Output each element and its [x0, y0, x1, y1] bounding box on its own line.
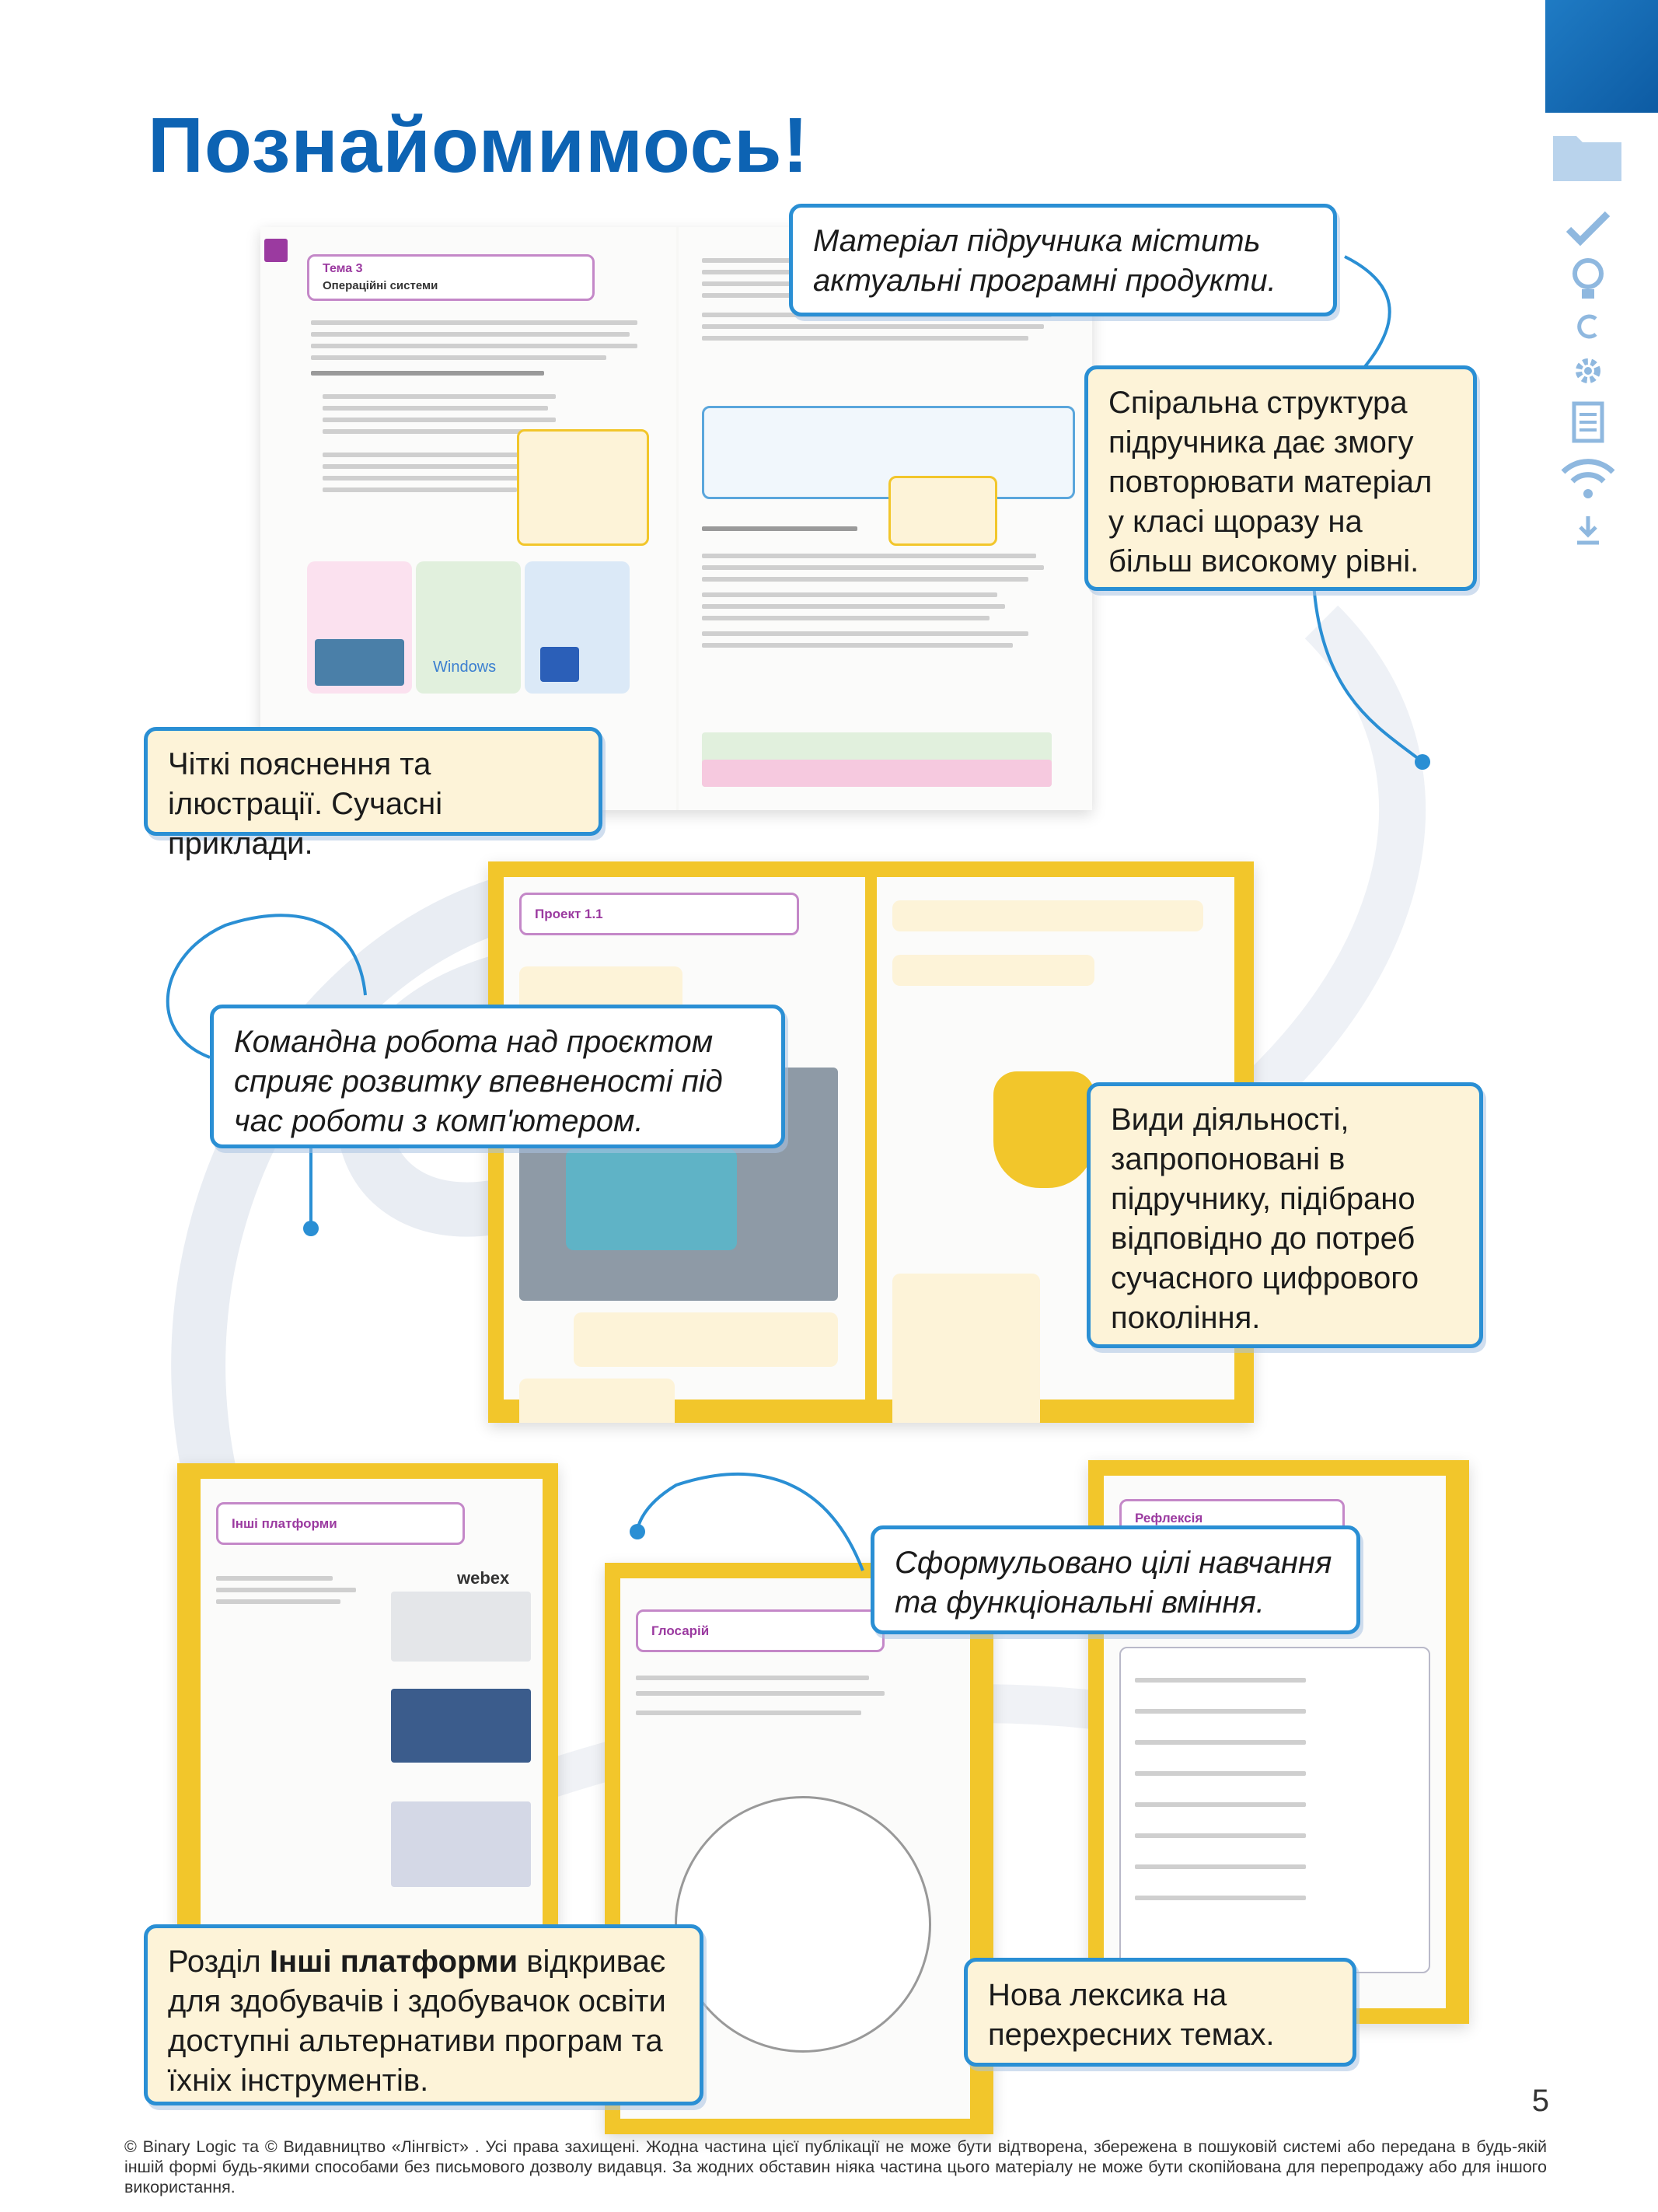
- callout-teamwork: Командна робота над проєктом сприяє розвитку впевненості під час роботи з комп'ютером.: [210, 1005, 785, 1148]
- windows-label: Windows: [433, 659, 497, 676]
- spread-3-page: [201, 1479, 543, 1953]
- download-icon: [1549, 513, 1627, 547]
- callout-activities: Види діяльності, запропоновані в підручнику, підібрано відповідно до потреб сучасного цифрового покоління.: [1087, 1082, 1483, 1348]
- side-icon-strip: [1549, 124, 1627, 591]
- callout-other-platforms-pre: Розділ: [168, 1945, 270, 1979]
- callout-learning-goals: Сформульовано цілі навчання та функціональні вміння.: [871, 1525, 1360, 1634]
- callout-spiral: Спіральна структура підручника дає змогу повторювати матеріал у класі щоразу на більш високому рівні.: [1084, 365, 1477, 591]
- callout-materials: Матеріал підручника містить актуальні програмні продукти.: [789, 204, 1337, 316]
- glossary-label: Глосарій: [651, 1623, 710, 1638]
- webex-label: webex: [457, 1568, 510, 1588]
- gear-icon: [1549, 354, 1627, 388]
- lightbulb-icon: [1549, 257, 1627, 303]
- undo-icon: [1549, 311, 1627, 342]
- spread-1-left-page: [260, 227, 676, 810]
- page-title: Познайомимось!: [148, 102, 809, 189]
- callout-clear-explanations: Чіткі пояснення та ілюстрації. Сучасні приклади.: [144, 727, 602, 836]
- wifi-icon: [1549, 455, 1627, 501]
- project-label: Проект 1.1: [535, 907, 603, 921]
- folder-icon: [1549, 124, 1627, 187]
- topic-title: Операційні системи: [323, 279, 438, 292]
- page-number: 5: [1531, 2084, 1549, 2118]
- other-platforms-label: Інші платформи: [232, 1516, 337, 1531]
- callout-other-platforms: [144, 1924, 703, 2105]
- topic-label: Тема 3: [323, 262, 363, 275]
- check-icon: [1549, 210, 1627, 249]
- textbook-spread-3: [177, 1463, 558, 1961]
- reflection-label: Рефлексія: [1135, 1511, 1203, 1525]
- copyright-footer: © Binary Logic та © Видавництво «Лінгвіст» . Усі права захищені. Жодна частина цієї публікації не може бути відтворена, збережена в пошуковій системі або передана в будь-якій іншій формі будь-якими способами без письмового дозволу видавця. За жодних обставин ніяка частина цього матеріалу не може бути скопійована для перепродажу або для іншого використання.: [124, 2137, 1547, 2196]
- callout-new-vocabulary: Нова лексика на перехресних темах.: [964, 1958, 1356, 2067]
- callout-other-platforms-post: відкриває для здобувачів і здобувачок освіти доступні альтернативи програм та їхніх інструментів.: [168, 1945, 666, 2098]
- corner-tab: [1545, 0, 1658, 113]
- callout-other-platforms-bold: Інші платформи: [269, 1945, 518, 1979]
- document-icon: [1549, 400, 1627, 444]
